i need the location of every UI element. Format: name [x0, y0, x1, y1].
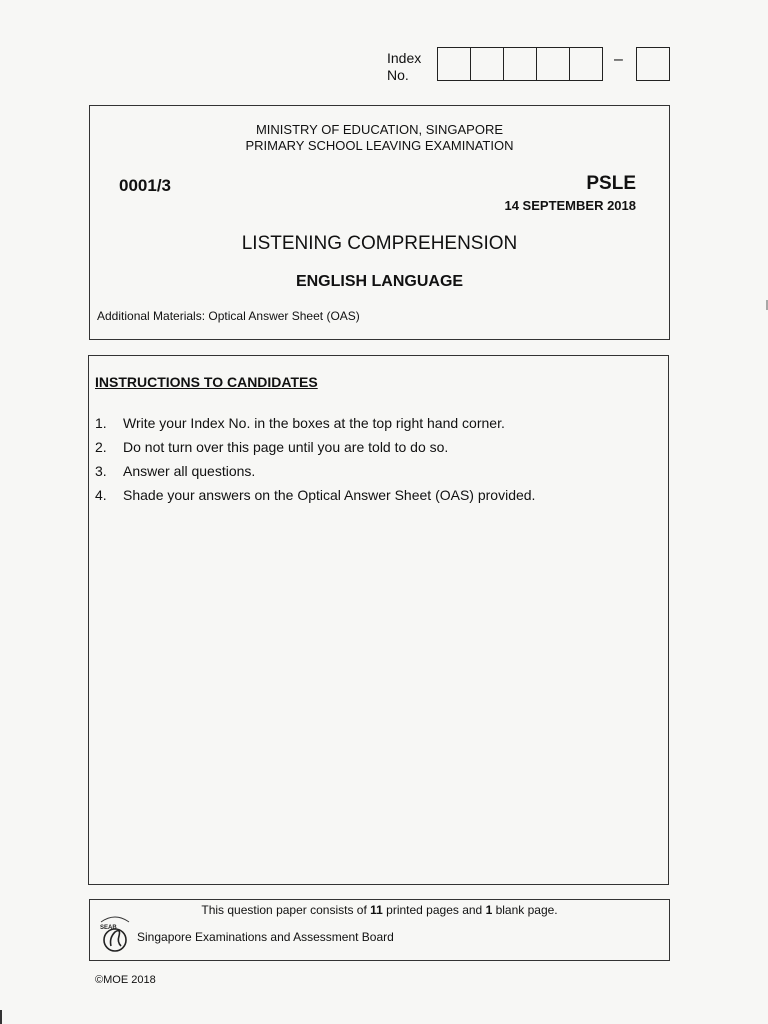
board-name: Singapore Examinations and Assessment Board [137, 930, 394, 944]
index-label-line1: Index [387, 50, 422, 66]
page-count-suffix: blank page. [492, 903, 558, 917]
copyright: ©MOE 2018 [95, 974, 156, 986]
index-number-boxes[interactable] [437, 47, 603, 81]
blank-pages-count: 1 [485, 903, 493, 917]
seab-logo-icon [95, 912, 135, 956]
index-label-line2: No. [387, 67, 409, 83]
instruction-text: Answer all questions. [123, 463, 256, 479]
instructions-list [95, 414, 535, 510]
paper-title: LISTENING COMPREHENSION [241, 233, 518, 254]
instruction-number: 2. [95, 439, 107, 455]
page-count-middle: printed pages and [382, 903, 486, 917]
instruction-text: Do not turn over this page until you are told to do so. [123, 439, 449, 455]
instruction-number: 3. [95, 463, 107, 479]
instruction-item [95, 414, 535, 438]
index-label [387, 50, 421, 84]
instruction-item [95, 438, 535, 462]
index-digit-box[interactable] [471, 48, 504, 80]
index-digit-box[interactable] [570, 48, 602, 80]
printed-pages-count: 11 [370, 903, 383, 917]
index-dash: – [614, 51, 623, 68]
page-count-note [89, 903, 670, 917]
ministry-heading [89, 122, 670, 154]
index-class-box[interactable] [636, 47, 670, 81]
exam-date: 14 SEPTEMBER 2018 [504, 198, 636, 213]
seab-logo-arc [101, 917, 129, 922]
paper-code: 0001/3 [119, 176, 171, 195]
seab-logo-text: SEAB [100, 925, 117, 931]
instruction-text: Shade your answers on the Optical Answer Sheet (OAS) provided. [123, 487, 536, 503]
exam-label: PSLE [586, 173, 636, 194]
seab-logo-swirl [111, 931, 122, 946]
page-count-prefix: This question paper consists of [201, 903, 371, 917]
ministry-name: MINISTRY OF EDUCATION, SINGAPORE [255, 122, 504, 137]
scan-edge-mark [0, 1010, 2, 1024]
instruction-item [95, 462, 535, 486]
index-digit-box[interactable] [438, 48, 471, 80]
instruction-text: Write your Index No. in the boxes at the top right hand corner. [123, 415, 505, 431]
instruction-number: 4. [95, 487, 107, 503]
additional-materials: Additional Materials: Optical Answer Sheet (OAS) [97, 309, 360, 323]
instructions-heading: INSTRUCTIONS TO CANDIDATES [95, 374, 318, 390]
index-digit-box[interactable] [537, 48, 570, 80]
instruction-item [95, 486, 535, 510]
subject-title: ENGLISH LANGUAGE [295, 273, 464, 290]
instruction-number: 1. [95, 415, 107, 431]
index-digit-box[interactable] [504, 48, 537, 80]
exam-name: PRIMARY SCHOOL LEAVING EXAMINATION [245, 138, 514, 153]
